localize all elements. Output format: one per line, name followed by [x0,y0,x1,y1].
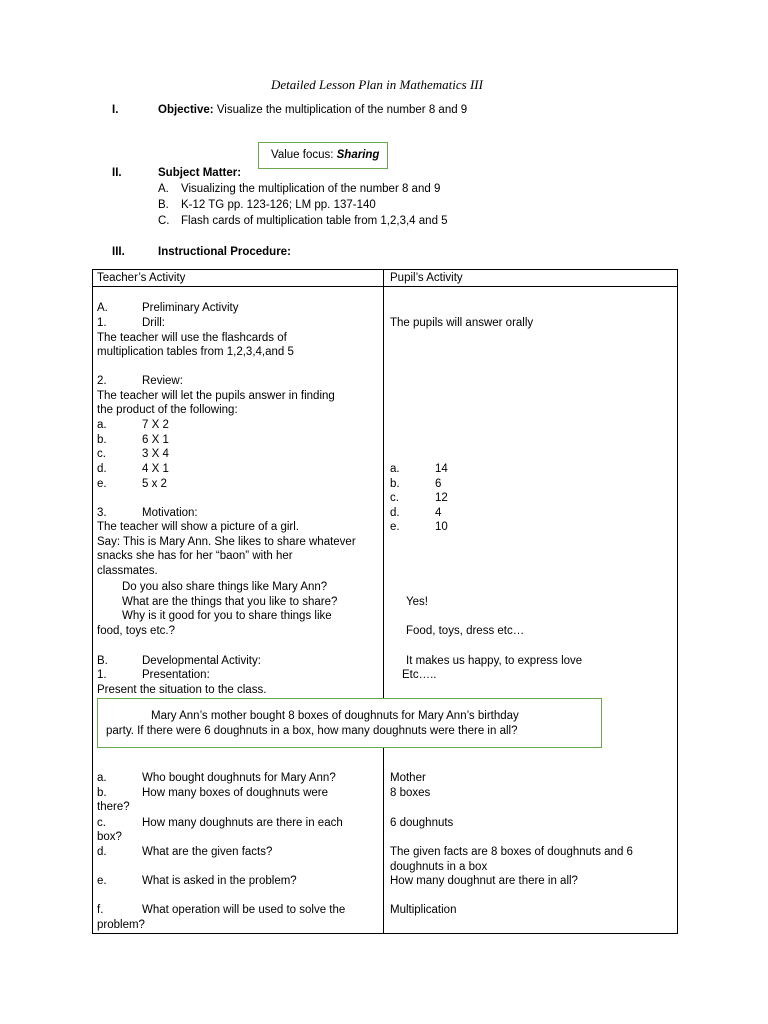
section-1-number: I. [112,104,119,116]
subject-item-text: Visualizing the multiplication of the number 8 and 9 [181,183,441,195]
pupil-answer-value: 4 [435,507,442,519]
value-focus-label: Value focus: [271,149,334,161]
prelim-heading: Preliminary Activity [142,302,239,314]
comp-q-tail: there? [97,801,130,813]
comp-q-text: What are the given facts? [142,846,273,858]
section-3-number: III. [112,246,125,258]
pupil-happy-answer: It makes us happy, to express love [406,655,583,667]
motivation-number: 3. [97,507,107,519]
drill-text-line: The teacher will use the flashcards of [97,332,287,344]
drill-number: 1. [97,317,107,329]
review-number: 2. [97,375,107,387]
review-item-letter: a. [97,419,107,431]
objective-line [158,103,467,118]
problem-box [97,698,602,748]
motivation-text-line: The teacher will show a picture of a girl. [97,521,299,533]
comp-q-letter: c. [97,817,106,829]
comp-q-text: How many doughnuts are there in each [142,817,343,829]
motivation-text-line: snacks she has for her “baon” with her [97,550,293,562]
motivation-question: What are the things that you like to share? [122,596,338,608]
pupil-answer-letter: b. [390,478,400,490]
pupil-comp-answer: Mother [390,772,426,784]
pupil-answer-value: 10 [435,521,448,533]
motivation-text-line: Say: This is Mary Ann. She likes to share whatever [97,536,356,548]
subject-matter-label: Subject Matter: [158,167,242,179]
pupil-comp-answer: How many doughnut are there in all? [390,875,578,887]
teacher-activity-header: Teacher’s Activity [97,272,186,284]
pupil-food-answer: Food, toys, dress etc… [406,625,525,637]
problem-line: Mary Ann’s mother bought 8 boxes of doughnuts for Mary Ann’s birthday [151,710,519,722]
review-item-expr: 7 X 2 [142,419,169,431]
pupil-etc-answer: Etc….. [402,669,437,681]
review-item-expr: 3 X 4 [142,448,169,460]
pupil-answer-value: 14 [435,463,448,475]
subject-item-text: K-12 TG pp. 123-126; LM pp. 137-140 [181,199,376,211]
review-item-expr: 4 X 1 [142,463,169,475]
presentation-text: Present the situation to the class. [97,684,267,696]
review-item-expr: 6 X 1 [142,434,169,446]
comp-q-letter: d. [97,846,107,858]
review-item-letter: d. [97,463,107,475]
pupil-answer-value: 12 [435,492,448,504]
value-focus-value: Sharing [336,149,380,161]
dev-heading: Developmental Activity: [142,655,261,667]
drill-text-line: multiplication tables from 1,2,3,4,and 5 [97,346,294,358]
table-header-divider [92,286,678,287]
comp-q-text: What is asked in the problem? [142,875,297,887]
comp-q-text: What operation will be used to solve the [142,904,346,916]
pupil-drill-answer: The pupils will answer orally [390,317,534,329]
motivation-question: Do you also share things like Mary Ann? [122,581,328,593]
comp-q-letter: f. [97,904,104,916]
motivation-question: Why is it good for you to share things like [122,610,332,622]
pupil-answer-letter: c. [390,492,399,504]
comp-q-text: How many boxes of doughnuts were [142,787,329,799]
instructional-procedure-label: Instructional Procedure: [158,246,291,258]
prelim-letter: A. [97,302,108,314]
review-label: Review: [142,375,183,387]
motivation-label: Motivation: [142,507,198,519]
pupil-comp-answer: 6 doughnuts [390,817,454,829]
review-text-line: The teacher will let the pupils answer in finding [97,390,335,402]
pupil-comp-answer: The given facts are 8 boxes of doughnuts and 6 [390,846,633,858]
problem-line: party. If there were 6 doughnuts in a box, how many doughnuts were there in all? [106,725,518,737]
pupil-answer-value: 6 [435,478,442,490]
dev-letter: B. [97,655,108,667]
value-focus-box [258,142,388,169]
review-item-expr: 5 x 2 [142,478,167,490]
pupil-comp-answer: Multiplication [390,904,457,916]
subject-item-letter: A. [158,183,169,195]
pupil-answer-letter: d. [390,507,400,519]
presentation-number: 1. [97,669,107,681]
objective-text: Visualize the multiplication of the number 8 and 9 [216,104,468,116]
pupil-answer-letter: a. [390,463,400,475]
section-2-number: II. [112,167,122,179]
motivation-text-line: classmates. [97,565,158,577]
motivation-question-tail: food, toys etc.? [97,625,175,637]
review-text-line: the product of the following: [97,404,238,416]
pupil-comp-answer: 8 boxes [390,787,431,799]
comp-q-letter: b. [97,787,107,799]
subject-item-letter: B. [158,199,169,211]
table-column-divider [383,269,384,934]
subject-item-letter: C. [158,215,170,227]
value-focus-line [271,148,379,163]
pupil-yes-answer: Yes! [406,596,428,608]
subject-item-text: Flash cards of multiplication table from 1,2,3,4 and 5 [181,215,448,227]
page-title: Detailed Lesson Plan in Mathematics III [271,77,483,92]
pupil-comp-answer: doughnuts in a box [390,861,488,873]
review-item-letter: b. [97,434,107,446]
objective-label: Objective: [158,104,214,116]
comp-q-tail: box? [97,831,122,843]
review-item-letter: c. [97,448,106,460]
drill-label: Drill: [142,317,165,329]
comp-q-letter: a. [97,772,107,784]
pupil-activity-header: Pupil’s Activity [390,272,463,284]
review-item-letter: e. [97,478,107,490]
presentation-label: Presentation: [142,669,210,681]
comp-q-tail: problem? [97,919,145,931]
pupil-answer-letter: e. [390,521,400,533]
comp-q-letter: e. [97,875,107,887]
comp-q-text: Who bought doughnuts for Mary Ann? [142,772,336,784]
